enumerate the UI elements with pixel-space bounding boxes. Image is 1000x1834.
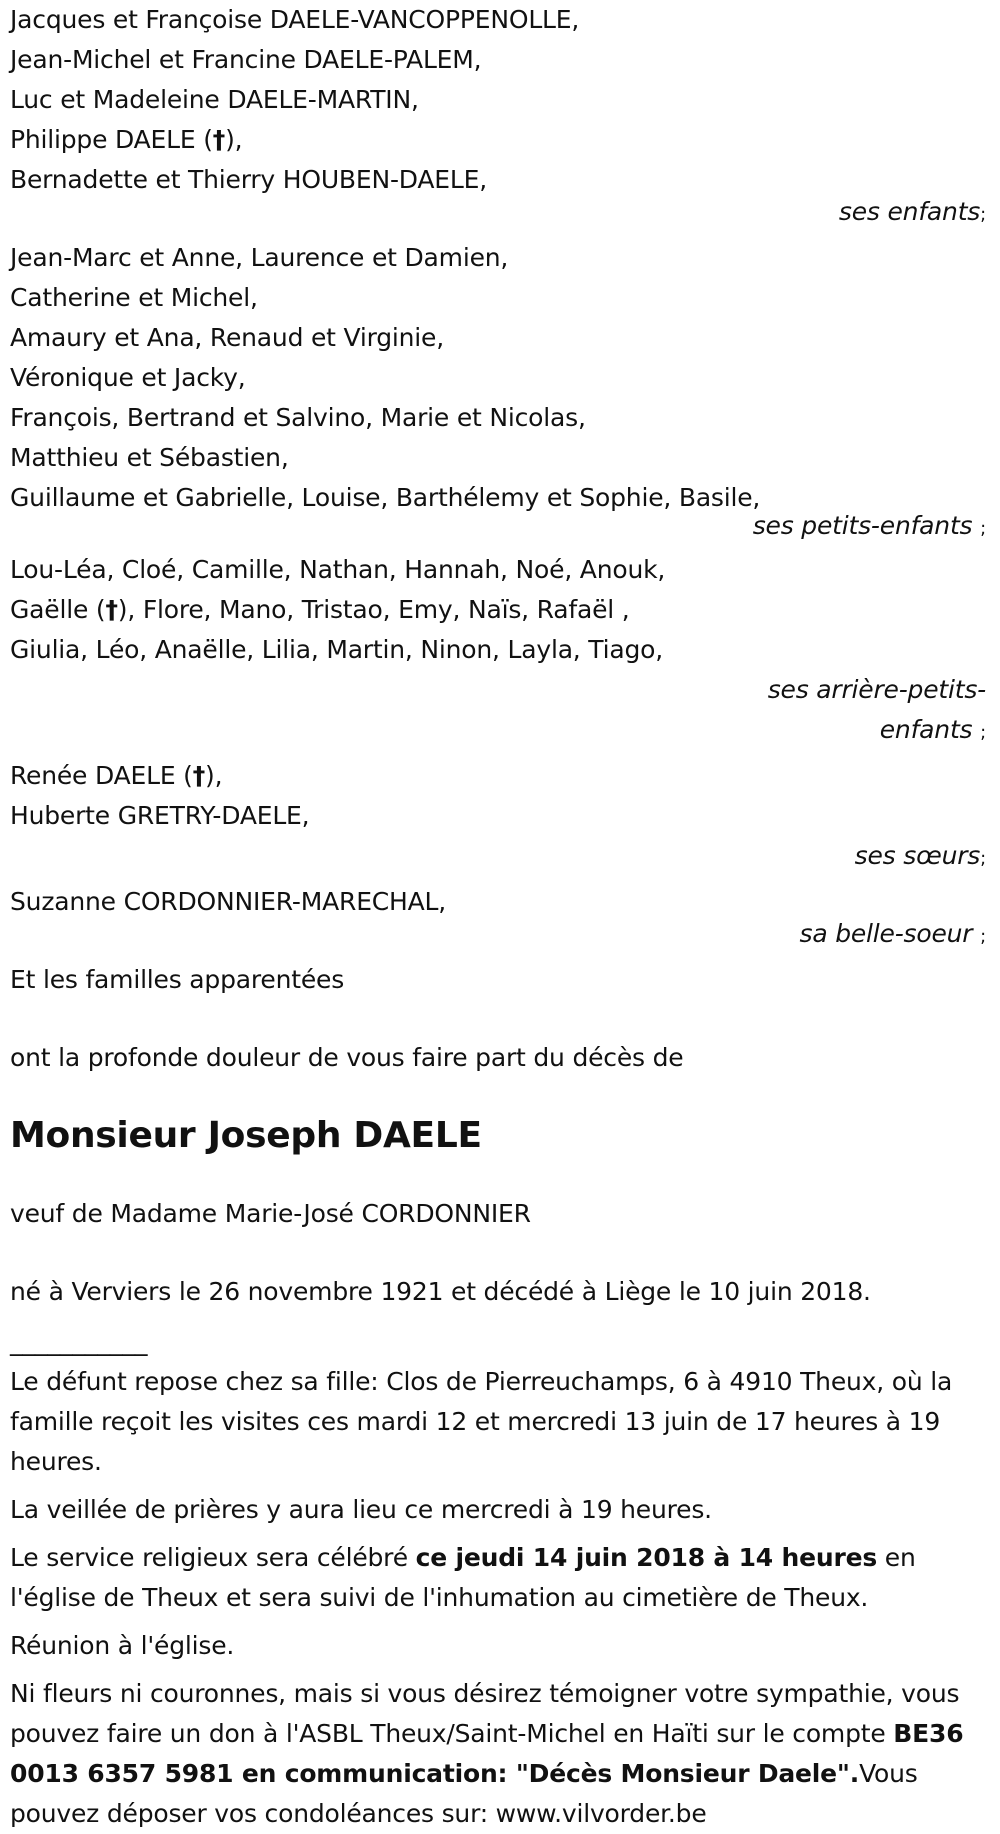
deceased-name: Monsieur Joseph DAELE: [10, 1115, 482, 1156]
announcement-text: ont la profonde douleur de vous faire part du décès de: [10, 1043, 684, 1072]
role-punct: ;: [980, 926, 986, 947]
sister-line: Huberte GRETRY-DAELE,: [10, 801, 310, 830]
service-date-bold: ce jeudi 14 juin 2018 à 14 heures: [415, 1543, 878, 1572]
grandchild-line: François, Bertrand et Salvino, Marie et Nicolas,: [10, 403, 586, 432]
grandchild-line: Jean-Marc et Anne, Laurence et Damien,: [10, 243, 509, 272]
role-label-great-grandchildren-1: ses arrière-petits-: [767, 675, 986, 704]
sister-in-law-group: [10, 882, 988, 954]
sister-line: [10, 756, 988, 796]
donation-paragraph: [10, 1674, 988, 1834]
donation-text: Ni fleurs ni couronnes, mais si vous désirez témoigner votre sympathie, vous pouvez faire un don à l'ASBL Theux/Saint-Michel en Haïti sur le compte: [10, 1679, 960, 1748]
child-line: [10, 120, 988, 160]
vigil-paragraph: La veillée de prières y aura lieu ce mercredi à 19 heures.: [10, 1495, 712, 1524]
grandchild-line: Catherine et Michel,: [10, 283, 258, 312]
role-punct: ;: [980, 722, 986, 743]
cross-icon: †: [192, 761, 206, 790]
cross-icon: †: [105, 595, 118, 624]
sister-in-law-line: Suzanne CORDONNIER-MARECHAL,: [10, 887, 447, 916]
child-name: Philippe DAELE (: [10, 125, 213, 154]
service-text: en l'église de Theux et sera suivi de l'inhumation au cimetière de Theux.: [10, 1543, 916, 1612]
service-paragraph: [10, 1538, 988, 1618]
role-text: enfants: [879, 715, 981, 744]
role-label-great-grandchildren-2: [10, 710, 988, 750]
role-punct: ;: [980, 848, 986, 869]
repose-paragraph: Le défunt repose chez sa fille: Clos de Pierreuchamps, 6 à 4910 Theux, où la famille reçoit les visites ces mardi 12 et mercredi 13 juin de 17 heures à 19 heures.: [10, 1367, 953, 1476]
role-punct: ;: [980, 518, 986, 539]
service-text: Le service religieux sera célébré: [10, 1543, 416, 1572]
related-families: Et les familles apparentées: [10, 965, 345, 994]
great-grandchild-line: Giulia, Léo, Anaëlle, Lilia, Martin, Ninon, Layla, Tiago,: [10, 635, 663, 664]
grandchild-line: Véronique et Jacky,: [10, 363, 246, 392]
child-suffix: ),: [225, 125, 243, 154]
child-line: Jean-Michel et Francine DAELE-PALEM,: [10, 45, 482, 74]
grandchild-line: Amaury et Ana, Renaud et Virginie,: [10, 323, 444, 352]
role-text: sa belle-soeur: [799, 919, 981, 948]
child-line: Luc et Madeleine DAELE-MARTIN,: [10, 85, 419, 114]
role-text: ses sœurs: [854, 841, 981, 870]
sisters-group: [10, 756, 988, 876]
role-text: ses petits-enfants: [752, 511, 981, 540]
cross-icon: †: [212, 125, 226, 154]
great-grandchild-line: Lou-Léa, Cloé, Camille, Nathan, Hannah, Noé, Anouk,: [10, 555, 666, 584]
great-grandchildren-group: [10, 550, 988, 750]
role-label-sisters: [10, 836, 988, 876]
bank-account-bold: BE36 0013 6357 5981 en communication: "Décès Monsieur Daele".: [10, 1719, 964, 1788]
name-text: Gaëlle (: [10, 595, 106, 624]
widower-of: veuf de Madame Marie-José CORDONNIER: [10, 1199, 531, 1228]
role-text: ses enfants: [838, 197, 981, 226]
grandchildren-group: [10, 238, 988, 544]
children-group: [10, 0, 988, 232]
condolences-text: Vous pouvez déposer vos condoléances sur: www.vilvorder.be: [10, 1759, 918, 1828]
role-punct: ;: [980, 204, 986, 225]
birth-death-line: né à Verviers le 26 novembre 1921 et décédé à Liège le 10 juin 2018.: [10, 1277, 871, 1306]
child-line: Jacques et Françoise DAELE-VANCOPPENOLLE,: [10, 5, 580, 34]
child-line: Bernadette et Thierry HOUBEN-DAELE,: [10, 165, 487, 194]
name-text: Renée DAELE (: [10, 761, 193, 790]
great-grandchild-line: [10, 590, 988, 630]
name-text: ), Flore, Mano, Tristao, Emy, Naïs, Rafaël ,: [117, 595, 630, 624]
name-text: ),: [205, 761, 223, 790]
meeting-paragraph: Réunion à l'église.: [10, 1631, 235, 1660]
separator-line: ___________: [10, 1327, 148, 1356]
grandchild-line: Guillaume et Gabrielle, Louise, Barthélemy et Sophie, Basile,: [10, 483, 761, 512]
grandchild-line: Matthieu et Sébastien,: [10, 443, 289, 472]
